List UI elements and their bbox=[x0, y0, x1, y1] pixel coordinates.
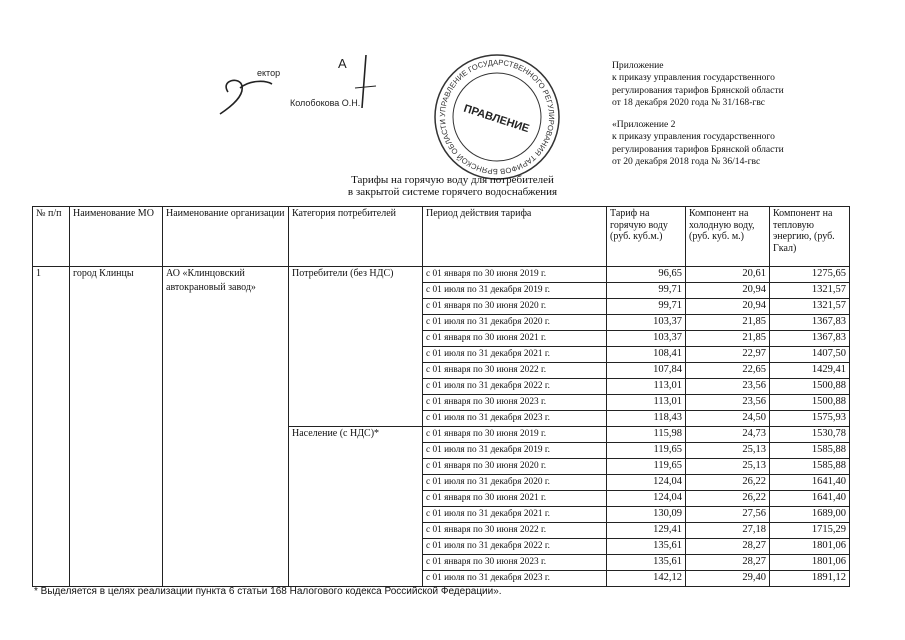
heat-component-cell: 1530,78 bbox=[770, 427, 850, 443]
tariff-cell: 118,43 bbox=[607, 411, 686, 427]
cold-component-cell: 22,97 bbox=[686, 347, 770, 363]
cold-component-cell: 25,13 bbox=[686, 459, 770, 475]
period-cell: с 01 июля по 31 декабря 2019 г. bbox=[423, 283, 607, 299]
stamp-ring-text: УПРАВЛЕНИЕ ГОСУДАРСТВЕННОГО РЕГУЛИРОВАНИЯ ТАРИФОВ БРЯНСКОЙ ОБЛАСТИ bbox=[437, 57, 557, 177]
header-org: Наименование организации bbox=[163, 207, 289, 267]
annex-line: к приказу управления государственного bbox=[612, 131, 775, 143]
tariff-cell: 113,01 bbox=[607, 395, 686, 411]
cold-component-cell: 23,56 bbox=[686, 395, 770, 411]
heat-component-cell: 1275,65 bbox=[770, 267, 850, 283]
cold-component-cell: 25,13 bbox=[686, 443, 770, 459]
period-cell: с 01 января по 30 июня 2019 г. bbox=[423, 427, 607, 443]
consumer-category: Население (с НДС)* bbox=[289, 427, 423, 587]
heat-component-cell: 1321,57 bbox=[770, 299, 850, 315]
annex-line: от 18 декабря 2020 года № 31/168-гвс bbox=[612, 96, 766, 108]
tariff-cell: 135,61 bbox=[607, 539, 686, 555]
header-heat-component: Компонент на тепловую энергию, (руб. Гкал) bbox=[770, 207, 850, 267]
heat-component-cell: 1367,83 bbox=[770, 315, 850, 331]
tariff-cell: 135,61 bbox=[607, 555, 686, 571]
header-category: Категория потребителей bbox=[289, 207, 423, 267]
tariff-cell: 124,04 bbox=[607, 491, 686, 507]
tariff-cell: 113,01 bbox=[607, 379, 686, 395]
organization-name: АО «Клинцовский автокрановый завод» bbox=[163, 267, 289, 587]
tariff-cell: 115,98 bbox=[607, 427, 686, 443]
annex-line: от 20 декабря 2018 года № 36/14-гвс bbox=[612, 156, 761, 168]
period-cell: с 01 января по 30 июня 2023 г. bbox=[423, 395, 607, 411]
annex-line: к приказу управления государственного bbox=[612, 72, 775, 84]
period-cell: с 01 июля по 31 декабря 2020 г. bbox=[423, 315, 607, 331]
tariff-cell: 119,65 bbox=[607, 443, 686, 459]
heat-component-cell: 1500,88 bbox=[770, 379, 850, 395]
signatory-name: Колобокова О.Н. bbox=[290, 98, 361, 108]
consumer-category: Потребители (без НДС) bbox=[289, 267, 423, 427]
cold-component-cell: 23,56 bbox=[686, 379, 770, 395]
signature-area bbox=[180, 50, 390, 140]
stamp-center-text: ПРАВЛЕНИЕ bbox=[462, 102, 531, 136]
cold-component-cell: 24,73 bbox=[686, 427, 770, 443]
signatory-title: ектор bbox=[257, 68, 281, 78]
table-body bbox=[33, 267, 850, 587]
period-cell: с 01 июля по 31 декабря 2021 г. bbox=[423, 507, 607, 523]
tariff-cell: 96,65 bbox=[607, 267, 686, 283]
heat-component-cell: 1367,83 bbox=[770, 331, 850, 347]
document-title bbox=[0, 174, 905, 198]
cold-component-cell: 20,94 bbox=[686, 283, 770, 299]
cold-component-cell: 27,56 bbox=[686, 507, 770, 523]
annex-line: Приложение bbox=[612, 60, 664, 71]
heat-component-cell: 1801,06 bbox=[770, 555, 850, 571]
heat-component-cell: 1891,12 bbox=[770, 571, 850, 587]
annex-line: регулирования тарифов Брянской области bbox=[612, 84, 784, 96]
heat-component-cell: 1585,88 bbox=[770, 459, 850, 475]
mo-name: город Клинцы bbox=[70, 267, 163, 587]
period-cell: с 01 января по 30 июня 2020 г. bbox=[423, 299, 607, 315]
heat-component-cell: 1641,40 bbox=[770, 475, 850, 491]
tariff-cell: 129,41 bbox=[607, 523, 686, 539]
period-cell: с 01 июля по 31 декабря 2022 г. bbox=[423, 539, 607, 555]
title-line-1: Тарифы на горячую воду для потребителей bbox=[351, 174, 554, 186]
tariff-cell: 124,04 bbox=[607, 475, 686, 491]
period-cell: с 01 июля по 31 декабря 2023 г. bbox=[423, 571, 607, 587]
tariff-cell: 99,71 bbox=[607, 283, 686, 299]
official-stamp bbox=[432, 52, 562, 182]
title-line-2: в закрытой системе горячего водоснабжения bbox=[347, 186, 558, 198]
period-cell: с 01 июля по 31 декабря 2019 г. bbox=[423, 443, 607, 459]
cold-component-cell: 22,65 bbox=[686, 363, 770, 379]
period-cell: с 01 января по 30 июня 2023 г. bbox=[423, 555, 607, 571]
header-mo: Наименование МО bbox=[70, 207, 163, 267]
cold-component-cell: 20,94 bbox=[686, 299, 770, 315]
row-number: 1 bbox=[33, 267, 70, 587]
period-cell: с 01 июля по 31 декабря 2021 г. bbox=[423, 347, 607, 363]
heat-component-cell: 1715,29 bbox=[770, 523, 850, 539]
tariff-cell: 108,41 bbox=[607, 347, 686, 363]
tariff-cell: 103,37 bbox=[607, 331, 686, 347]
period-cell: с 01 января по 30 июня 2022 г. bbox=[423, 363, 607, 379]
header-tariff: Тариф на горячую воду (руб. куб.м.) bbox=[607, 207, 686, 267]
cold-component-cell: 21,85 bbox=[686, 315, 770, 331]
heat-component-cell: 1801,06 bbox=[770, 539, 850, 555]
period-cell: с 01 января по 30 июня 2020 г. bbox=[423, 459, 607, 475]
tariff-cell: 119,65 bbox=[607, 459, 686, 475]
cold-component-cell: 24,50 bbox=[686, 411, 770, 427]
handwritten-signature bbox=[180, 50, 390, 140]
cold-component-cell: 26,22 bbox=[686, 491, 770, 507]
cold-component-cell: 29,40 bbox=[686, 571, 770, 587]
heat-component-cell: 1321,57 bbox=[770, 283, 850, 299]
period-cell: с 01 января по 30 июня 2021 г. bbox=[423, 491, 607, 507]
cold-component-cell: 20,61 bbox=[686, 267, 770, 283]
heat-component-cell: 1689,00 bbox=[770, 507, 850, 523]
cold-component-cell: 21,85 bbox=[686, 331, 770, 347]
annex-line: регулирования тарифов Брянской области bbox=[612, 143, 784, 155]
heat-component-cell: 1500,88 bbox=[770, 395, 850, 411]
header-period: Период действия тарифа bbox=[423, 207, 607, 267]
tariff-cell: 103,37 bbox=[607, 315, 686, 331]
heat-component-cell: 1429,41 bbox=[770, 363, 850, 379]
cold-component-cell: 26,22 bbox=[686, 475, 770, 491]
period-cell: с 01 января по 30 июня 2019 г. bbox=[423, 267, 607, 283]
cold-component-cell: 27,18 bbox=[686, 523, 770, 539]
heat-component-cell: 1407,50 bbox=[770, 347, 850, 363]
tariff-table bbox=[32, 206, 850, 587]
footnote: * Выделяется в целях реализации пункта 6 статьи 168 Налогового кодекса Российской Федерации». bbox=[34, 586, 502, 597]
header-num: № п/п bbox=[33, 207, 70, 267]
heat-component-cell: 1585,88 bbox=[770, 443, 850, 459]
heat-component-cell: 1575,93 bbox=[770, 411, 850, 427]
heat-component-cell: 1641,40 bbox=[770, 491, 850, 507]
period-cell: с 01 июля по 31 декабря 2020 г. bbox=[423, 475, 607, 491]
table-row bbox=[33, 267, 850, 283]
tariff-cell: 130,09 bbox=[607, 507, 686, 523]
tariff-cell: 99,71 bbox=[607, 299, 686, 315]
cold-component-cell: 28,27 bbox=[686, 555, 770, 571]
period-cell: с 01 января по 30 июня 2022 г. bbox=[423, 523, 607, 539]
period-cell: с 01 июля по 31 декабря 2023 г. bbox=[423, 411, 607, 427]
annex-reference bbox=[612, 60, 852, 168]
period-cell: с 01 января по 30 июня 2021 г. bbox=[423, 331, 607, 347]
tariff-cell: 142,12 bbox=[607, 571, 686, 587]
cold-component-cell: 28,27 bbox=[686, 539, 770, 555]
header-cold-component: Компонент на холодную воду, (руб. куб. м.) bbox=[686, 207, 770, 267]
period-cell: с 01 июля по 31 декабря 2022 г. bbox=[423, 379, 607, 395]
signature-letter: А bbox=[338, 56, 347, 71]
annex-line: «Приложение 2 bbox=[612, 119, 676, 131]
tariff-cell: 107,84 bbox=[607, 363, 686, 379]
